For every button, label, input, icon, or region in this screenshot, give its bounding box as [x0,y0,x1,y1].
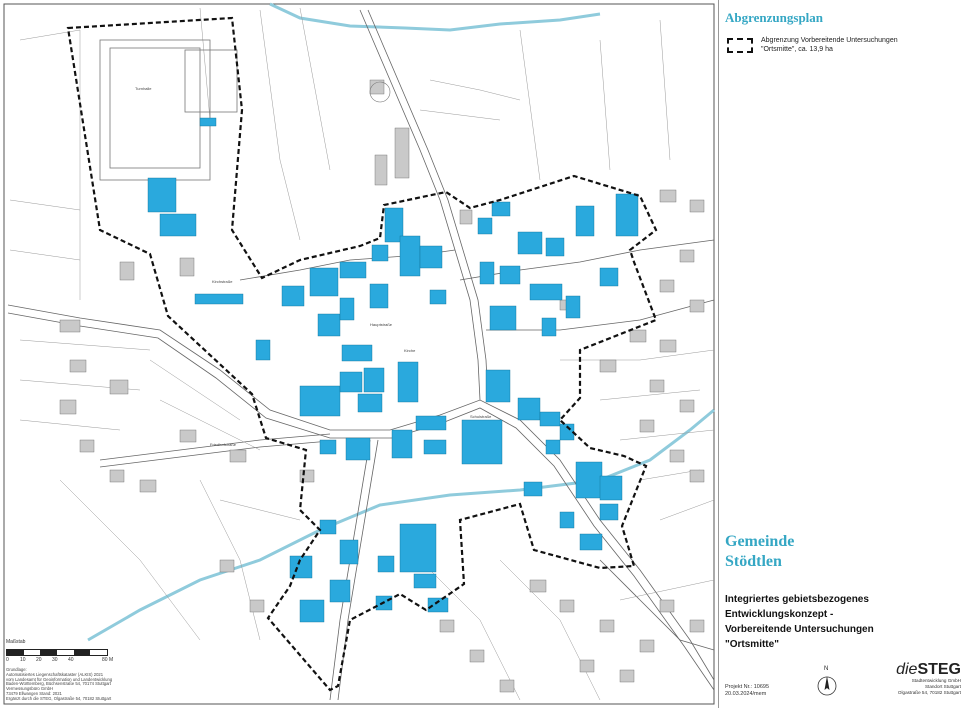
hall-label: Turnhalle [135,86,152,91]
street-label-d: Schulstraße [470,414,492,419]
street-label-b: Hauptstraße [370,322,393,327]
project-number: Projekt Nr.: 10695 [725,684,770,690]
scale-tick: 10 [20,656,26,663]
logo-sub1: Stadtentwicklung GmbH [911,678,961,683]
legend-panel [718,0,963,708]
scale-title: Maßstab [6,639,26,645]
project-meta [725,684,769,698]
credits-line: Grundlage: [6,667,27,672]
credits-line: 73479 Ellwangen Stand: 2021 [6,690,62,696]
boundary-legend-icon [727,38,753,53]
municipality-title [725,532,794,572]
credits-line: vom Landesamt für Geoinformation und Landentwicklung [6,676,113,682]
legend-entry [761,36,951,54]
credits [6,668,116,702]
project-line1: Integriertes gebietsbezogenes [725,594,869,605]
logo-sub3: Olgastraße 54, 70182 Stuttgart [897,690,961,695]
steg-logo [873,662,961,696]
municipality-line1: Gemeinde [725,533,795,550]
logo-sub2: Standort Stuttgart [924,684,961,689]
project-line3: Vorbereitende Untersuchungen [725,624,874,635]
legend-title: Abgrenzungsplan [725,10,824,25]
legend-entry-line2: "Ortsmitte", ca. 13,9 ha [761,46,833,53]
project-line4: "Ortsmitte" [725,639,779,650]
credits-line: Ergänzt durch die STEG, Olgastraße 54, 70182 Stuttgart [6,695,112,701]
street-label-c: Friedhofstraße [210,442,237,447]
legend-entry-line1: Abgrenzung Vorbereitende Untersuchungen [761,37,898,44]
north-arrow-icon [817,664,837,698]
scale-tick: 80 M [102,656,114,663]
church-label: Kirche [404,348,416,353]
project-title [725,592,961,652]
credits-line: Baden-Württemberg, Büchsenstraße 54, 70174 Stuttgart [6,681,111,687]
scale-tick: 40 [68,656,74,663]
credits-line: Vermessungsbüro GmbH [6,686,54,692]
scale-bar [6,649,108,656]
logo-name: STEG [917,661,961,678]
scale-tick: 30 [52,656,58,663]
municipality-line2: Stödtlen [725,553,782,570]
project-date: 20.03.2024/mem [725,691,767,697]
credits-line: Automatisiertes Liegenschaftskataster (ALKIS) 2021 [6,671,104,677]
project-line2: Entwicklungskonzept - [725,609,834,620]
logo-prefix: die [896,661,918,678]
scale-tick: 0 [6,656,9,663]
street-label-a: Kirchstraße [212,279,233,284]
scale-tick: 20 [36,656,42,663]
north-label: N [824,666,829,672]
scale-labels [6,658,116,666]
